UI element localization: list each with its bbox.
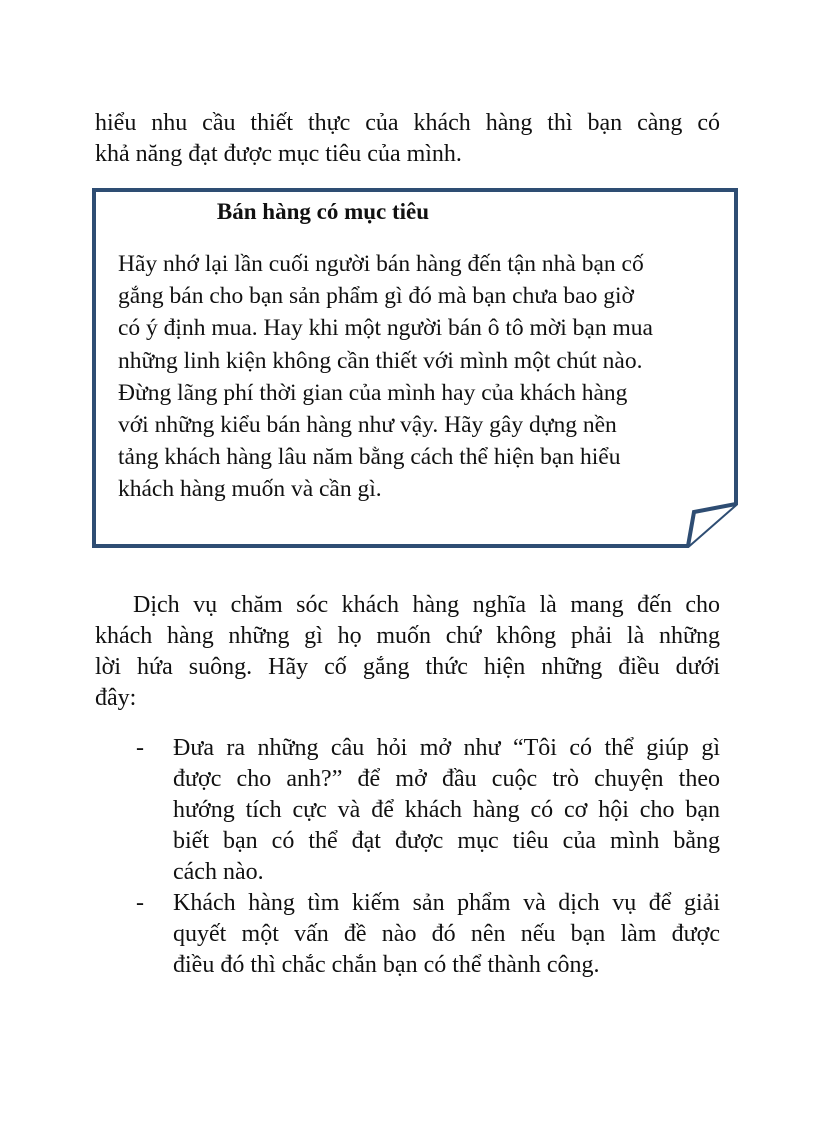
text-line: hiểu nhu cầu thiết thực của khách hàng thì bạn càng có: [95, 110, 720, 136]
text-line: điều đó thì chắc chắn bạn có thể thành công.: [173, 952, 600, 978]
text-line: gắng bán cho bạn sản phẩm gì đó mà bạn chưa bao giờ: [118, 283, 634, 310]
text-line: những linh kiện không cần thiết với mình một chút nào.: [118, 347, 643, 374]
text-line: Dịch vụ chăm sóc khách hàng nghĩa là mang đến cho: [133, 592, 720, 618]
text-line: khả năng đạt được mục tiêu của mình.: [95, 141, 462, 167]
bullet-item: [173, 733, 720, 888]
text-line: Khách hàng tìm kiếm sản phẩm và dịch vụ để giải: [173, 890, 720, 916]
text-line: đây:: [95, 685, 137, 711]
callout-body: [118, 248, 710, 506]
text-line: Hãy nhớ lại lần cuối người bán hàng đến tận nhà bạn cố: [118, 251, 644, 277]
text-line: khách hàng những gì họ muốn chứ không phải là những: [95, 623, 720, 649]
text-line: biết bạn có thể đạt được mục tiêu của mình bằng: [173, 828, 720, 854]
intro-paragraph: [95, 108, 720, 170]
text-line: Đưa ra những câu hỏi mở như “Tôi có thể giúp gì: [173, 735, 720, 761]
text-line: với những kiểu bán hàng như vậy. Hãy gây dựng nền: [118, 412, 617, 439]
text-line: quyết một vấn đề nào đó nên nếu bạn làm được: [173, 921, 720, 947]
text-line: khách hàng muốn và cần gì.: [118, 476, 382, 503]
text-line: Đừng lãng phí thời gian của mình hay của khách hàng: [118, 379, 628, 406]
bullet-item: [173, 888, 720, 981]
text-line: được cho anh?” để mở đầu cuộc trò chuyện theo: [173, 766, 720, 792]
text-line: có ý định mua. Hay khi một người bán ô tô mời bạn mua: [118, 315, 653, 342]
text-line: cách nào.: [173, 859, 264, 885]
text-line: hướng tích cực và để khách hàng có cơ hội cho bạn: [173, 797, 720, 823]
text-line: lời hứa suông. Hãy cố gắng thức hiện những điều dưới: [95, 654, 720, 680]
bullet-dash: -: [136, 890, 144, 916]
callout-title: Bán hàng có mục tiêu: [216, 199, 430, 224]
text-line: tảng khách hàng lâu năm bằng cách thể hiện bạn hiểu: [118, 444, 621, 471]
body-paragraph: [95, 590, 720, 714]
bullet-dash: -: [136, 735, 144, 761]
